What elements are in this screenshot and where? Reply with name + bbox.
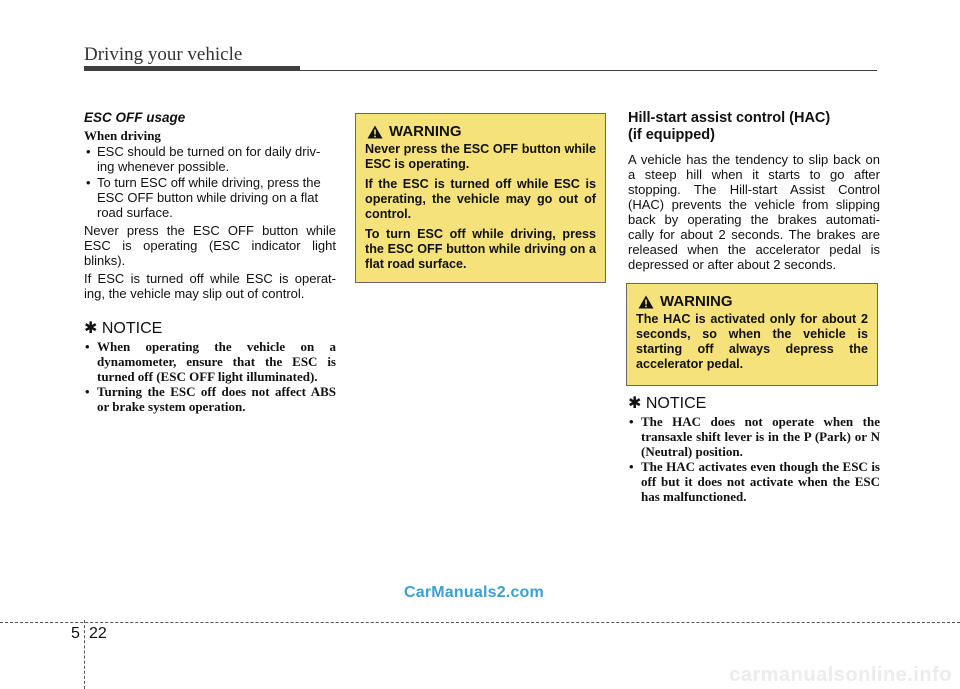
cross-star-icon: ✱ <box>84 320 98 337</box>
paragraph: Never press the ESC OFF button while ESC is operating (ESC indicator light blinks). <box>84 223 336 268</box>
hac-heading <box>628 110 880 144</box>
watermark-carmanuals2[interactable]: CarManuals2.com <box>404 584 544 601</box>
section-number: 5 <box>71 625 80 642</box>
hac-paragraph: A vehicle has the tendency to slip back on a steep hill when it starts to go after stopping. The Hill-start Assist Control (HAC) prevents the vehicle from slipping back by operating the brakes automati- cally for about 2 seconds. The brakes are released when the accelerator pedal is depressed or after about 2 seconds. <box>628 152 880 272</box>
list-item: • The HAC activates even though the ESC is off but it does not activate when the ESC has malfunctioned. <box>628 459 880 504</box>
warning-title: WARNING <box>389 123 462 140</box>
list-item: • When operating the vehicle on a dynamometer, ensure that the ESC is turned off (ESC OFF light illuminated). <box>84 339 336 384</box>
esc-off-usage-heading: ESC OFF usage <box>84 110 186 125</box>
notice-heading <box>84 321 336 336</box>
notice-label: NOTICE <box>101 320 163 337</box>
header-rule <box>84 70 877 71</box>
cross-star-icon: ✱ <box>628 395 642 412</box>
warning-header <box>365 124 596 139</box>
warning-header <box>636 294 868 309</box>
left-column <box>84 110 336 414</box>
notice-heading <box>628 396 880 411</box>
list-item: • To turn ESC off while driving, press the ESC OFF button while driving on a flat road surface. <box>84 175 336 220</box>
hac-warning-box <box>626 283 878 386</box>
warning-text: To turn ESC off while driving, press the ESC OFF button while driving on a flat road surface. <box>365 227 596 271</box>
notice-list <box>84 339 336 414</box>
watermark-carmanualsonline: carmanualsonline.info <box>729 664 952 686</box>
hac-title-line2: (if equipped) <box>628 127 715 143</box>
notice-label: NOTICE <box>645 395 707 412</box>
when-driving-heading: When driving <box>84 128 161 143</box>
header-title: Driving your vehicle <box>84 44 243 65</box>
notice-list <box>628 414 880 504</box>
warning-triangle-icon <box>367 125 383 139</box>
list-item: • Turning the ESC off does not affect ABS or brake system operation. <box>84 384 336 414</box>
warning-triangle-icon <box>638 295 654 309</box>
hac-title-line1: Hill-start assist control (HAC) <box>628 110 831 126</box>
hac-notice <box>628 396 880 504</box>
warning-text: Never press the ESC OFF button while ESC is operating. <box>365 142 596 171</box>
footer-divider <box>84 620 85 689</box>
esc-warning-box <box>355 113 606 283</box>
paragraph: If ESC is turned off while ESC is operat- ing, the vehicle may slip out of control. <box>84 271 336 301</box>
list-item: • The HAC does not operate when the transaxle shift lever is in the P (Park) or N (Neutral) position. <box>628 414 880 459</box>
list-item: • ESC should be turned on for daily driv- ing whenever possible. <box>84 144 336 174</box>
warning-text: The HAC is activated only for about 2 seconds, so when the vehicle is starting off always depress the accelerator pedal. <box>636 312 868 371</box>
warning-title: WARNING <box>660 293 733 310</box>
when-driving-list <box>84 144 336 220</box>
right-column <box>628 110 880 272</box>
page-number: 22 <box>89 625 107 642</box>
footer-rule <box>0 622 960 623</box>
warning-text: If the ESC is turned off while ESC is operating, the vehicle may go out of control. <box>365 177 596 221</box>
